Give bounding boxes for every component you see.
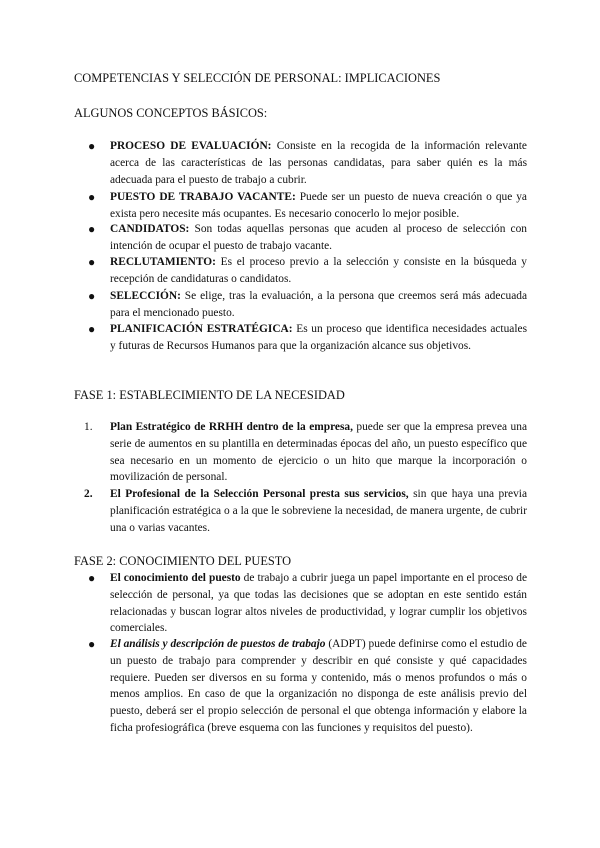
phase2-heading: FASE 2: CONOCIMIENTO DEL PUESTO — [74, 554, 292, 568]
concept-term: RECLUTAMIENTO: — [110, 256, 216, 268]
bullet-icon: ● — [88, 190, 96, 204]
phase1-item-title: El Profesional de la Selección Personal presta sus servicios, — [110, 488, 409, 500]
bullet-icon: ● — [88, 222, 96, 236]
phase1-item — [110, 419, 527, 486]
phase1-item-title: Plan Estratégico de RRHH dentro de la empresa, — [110, 421, 353, 433]
bullet-icon: ● — [88, 289, 96, 303]
concept-text: Es un proceso que identifica necesidades actuales y futuras de Recursos Humanos para que la organización alcance sus objetivos. — [110, 323, 528, 352]
concept-text: Es el proceso previo a la selección y consiste en la búsqueda y recepción de candidaturas o candidatos. — [110, 256, 527, 285]
concept-term: PLANIFICACIÓN ESTRATÉGICA: — [110, 323, 293, 335]
concept-term: PROCESO DE EVALUACIÓN: — [110, 140, 272, 152]
concept-item — [110, 221, 527, 255]
concept-item — [110, 321, 527, 355]
concept-term: SELECCIÓN: — [110, 290, 181, 302]
concept-item — [110, 189, 527, 223]
phase2-item-title: El conocimiento del puesto — [110, 572, 241, 584]
phase1-item-text: puede ser que la empresa prevea una serie de aumentos en su plantilla en determinadas épocas del año, un puesto específico que sea necesario en un momento de ejercicio o un hito que marque la incorporación o movilización de personal. — [110, 421, 527, 484]
phase2-item-text: (ADPT) puede definirse como el estudio de un puesto de trabajo para comprender y describir en qué consiste y qué capacidades requiere. Pueden ser diversos en su forma y contenido, más o menos profundos o más o menos amplios. En caso de que la organización no disponga de este análisis previo del puesto, deberá ser el propio selección de personal el que obtenga información y elabore la ficha profesiográfica (breve esquema con las funciones y requisitos del puesto). — [110, 638, 527, 734]
bullet-icon: ● — [88, 637, 96, 651]
concept-item — [110, 288, 527, 322]
concept-item — [110, 138, 527, 188]
phase2-item — [110, 570, 527, 637]
bullet-icon: ● — [88, 322, 96, 336]
phase1-item — [110, 486, 527, 536]
bullet-icon: ● — [88, 139, 96, 153]
phase2-item — [110, 636, 527, 737]
phase2-item-text: de trabajo a cubrir juega un papel importante en el proceso de selección de personal, ya que todas las decisiones que se adoptan en este sentido están relacionadas y buscan lograr altos niveles de productividad, y lograr cumplir los objetivos comerciales. — [110, 572, 528, 635]
concept-term: CANDIDATOS: — [110, 223, 190, 235]
list-number: 2. — [84, 488, 93, 500]
concept-text: Son todas aquellas personas que acuden al proceso de selección con intención de ocupar el puesto de trabajo vacante. — [110, 223, 527, 252]
concept-term: PUESTO DE TRABAJO VACANTE: — [110, 191, 296, 203]
concept-text: Se elige, tras la evaluación, a la persona que creemos será más adecuada para el mencionado puesto. — [110, 290, 527, 319]
phase2-item-title: El análisis y descripción de puestos de trabajo — [110, 638, 326, 650]
bullet-icon: ● — [88, 255, 96, 269]
list-number: 1. — [84, 421, 93, 433]
phase1-heading: FASE 1: ESTABLECIMIENTO DE LA NECESIDAD — [74, 388, 345, 402]
phase1-item-text: sin que haya una previa planificación estratégica o a la que le sobreviene la necesidad, de manera urgente, de cubrir una o varias vacantes. — [110, 488, 528, 534]
concept-text: Consiste en la recogida de la información relevante acerca de las características de las personas candidatas, para saber quién es la más adecuada para el puesto de trabajo a cubrir. — [110, 140, 527, 186]
document-title: COMPETENCIAS Y SELECCIÓN DE PERSONAL: IMPLICACIONES — [74, 71, 441, 85]
bullet-icon: ● — [88, 571, 96, 585]
concept-text: Puede ser un puesto de nueva creación o que ya exista pero necesite más ocupantes. Es necesario conocerlo lo mejor posible. — [110, 191, 527, 220]
concepts-heading: ALGUNOS CONCEPTOS BÁSICOS: — [74, 106, 268, 120]
concept-item — [110, 254, 527, 288]
